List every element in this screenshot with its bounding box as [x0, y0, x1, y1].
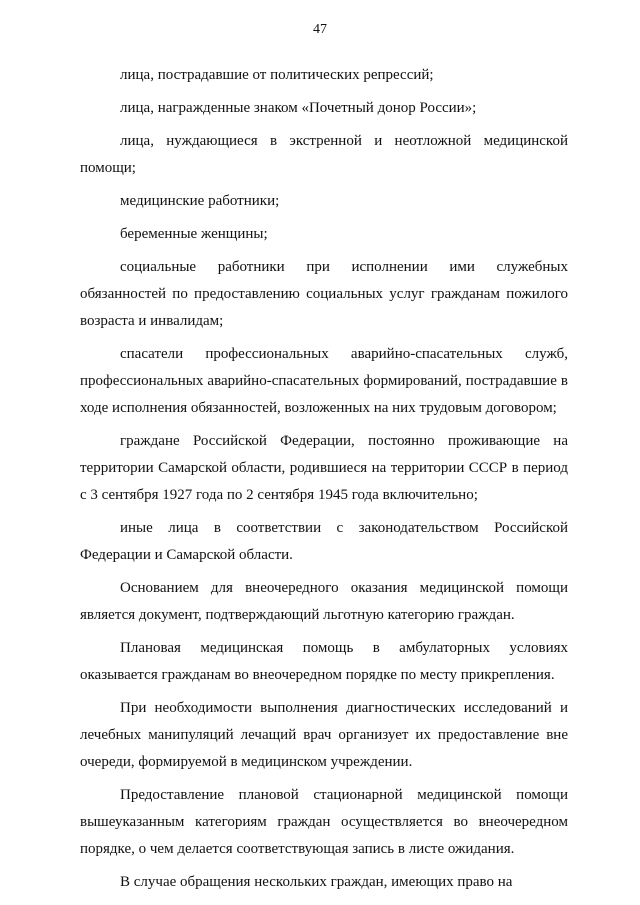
paragraph-ussr-born-citizens: граждане Российской Федерации, постоянно проживающие на территории Самарской области, родившиеся на территории СССР в период с 3 сентября 1927 года по 2 сентября 1945 года включительно; [80, 433, 568, 503]
paragraph-social-workers: социальные работники при исполнении ими служебных обязанностей по предоставлению социальных услуг гражданам пожилого возраста и инвалидам; [80, 259, 568, 329]
paragraph-inpatient-care: Предоставление плановой стационарной медицинской помощи вышеуказанным категориям граждан осуществляется во внеочередном порядке, о чем делается соответствующая запись в листе ожидания. [80, 787, 568, 857]
paragraph-emergency-care: лица, нуждающиеся в экстренной и неотложной медицинской помощи; [80, 133, 568, 176]
paragraph-repression-victims: лица, пострадавшие от политических репрессий; [120, 67, 434, 83]
paragraph-other-persons: иные лица в соответствии с законодательством Российской Федерации и Самарской области. [80, 520, 568, 563]
paragraph-diagnostics: При необходимости выполнения диагностических исследований и лечебных манипуляций лечащий врач организует их предоставление вне очереди, формируемой в медицинском учреждении. [80, 700, 568, 770]
paragraph-honorary-donors: лица, награжденные знаком «Почетный донор России»; [120, 100, 477, 116]
paragraph-rescuers: спасатели профессиональных аварийно-спасательных служб, профессиональных аварийно-спасательных формирований, пострадавшие в ходе исполнения обязанностей, возложенных на них трудовым договором; [80, 346, 568, 416]
paragraph-pregnant-women: беременные женщины; [120, 226, 268, 242]
document-body [80, 62, 568, 902]
paragraph-outpatient-care: Плановая медицинская помощь в амбулаторных условиях оказывается гражданам во внеочередном порядке по месту прикрепления. [80, 640, 568, 683]
paragraph-medical-workers: медицинские работники; [120, 193, 280, 209]
paragraph-multiple-citizens: В случае обращения нескольких граждан, имеющих право на [120, 874, 513, 890]
page-number: 47 [313, 22, 327, 37]
paragraph-basis-document: Основанием для внеочередного оказания медицинской помощи является документ, подтверждающий льготную категорию граждан. [80, 580, 568, 623]
